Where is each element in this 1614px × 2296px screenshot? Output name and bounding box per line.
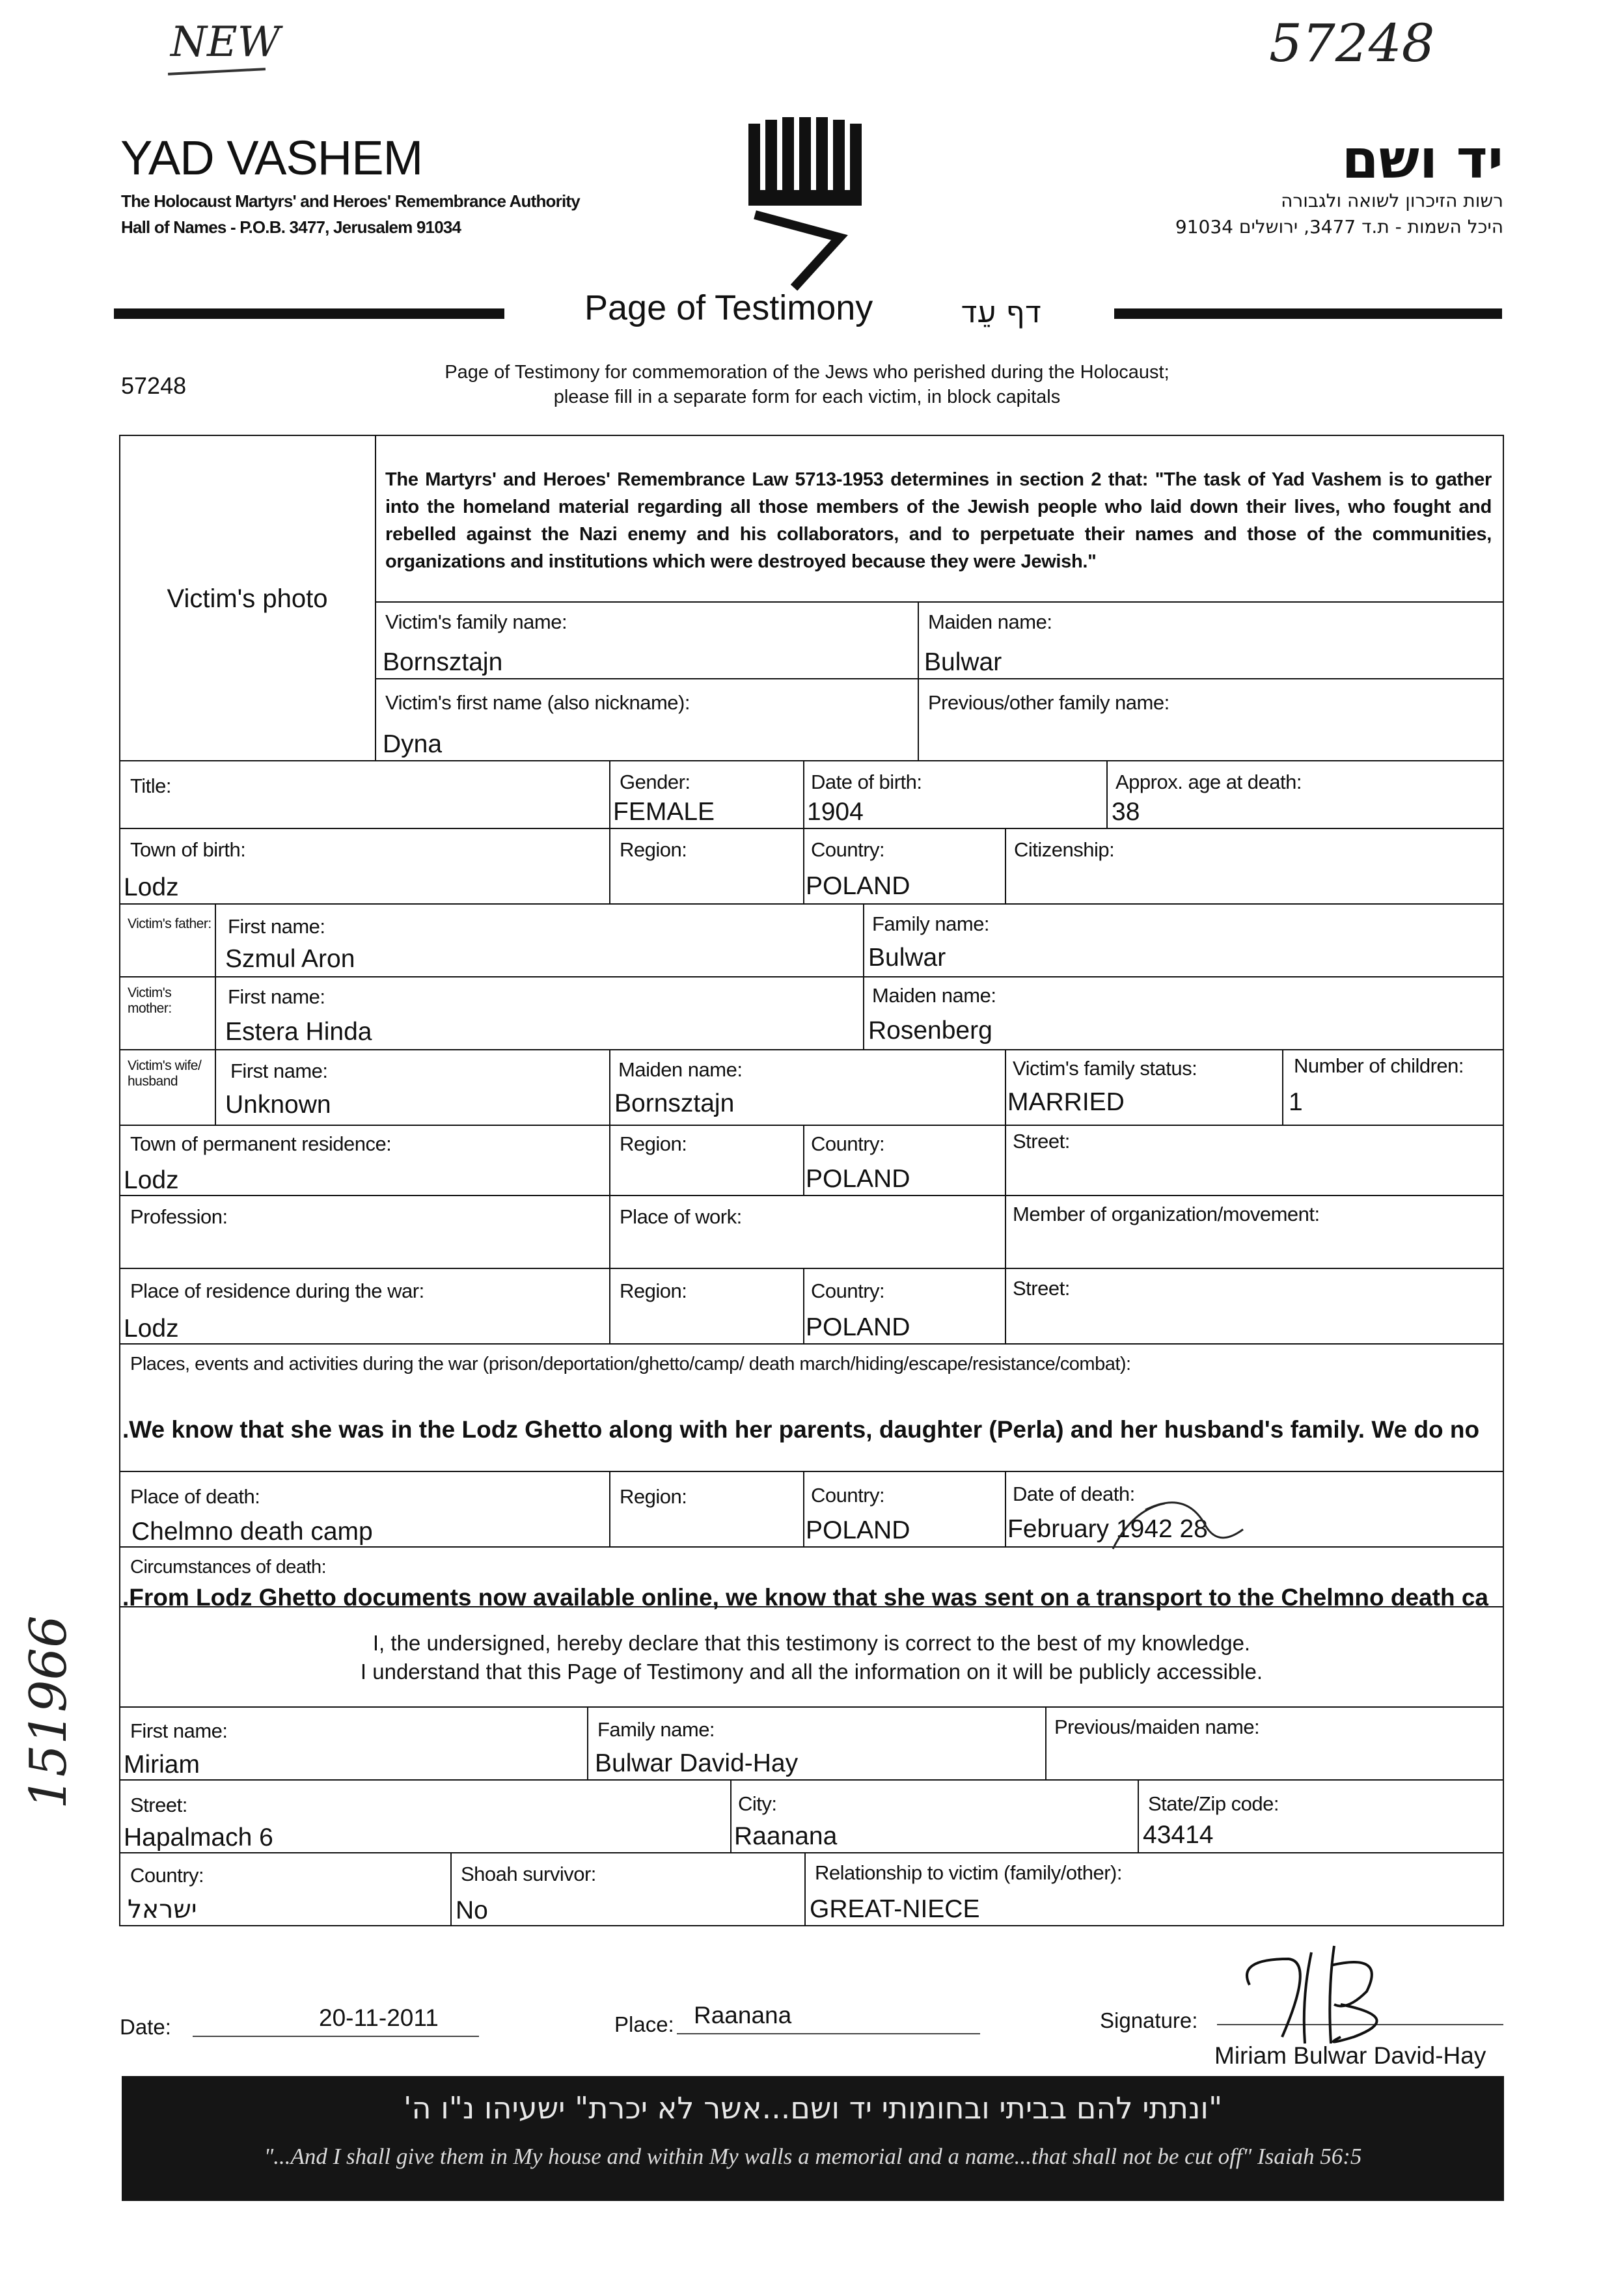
place-line xyxy=(677,2033,980,2034)
annotation-underline xyxy=(168,68,266,75)
dob-label: Date of birth: xyxy=(811,771,922,793)
signature-image[interactable] xyxy=(1237,1939,1432,2050)
annotation-number: 57248 xyxy=(1269,13,1435,74)
line xyxy=(1005,1471,1006,1546)
line xyxy=(609,1268,610,1343)
line xyxy=(375,601,1504,603)
line xyxy=(119,1546,1504,1548)
line xyxy=(119,760,1504,761)
profession-label: Profession: xyxy=(130,1205,228,1228)
instructions-1: Page of Testimony for commemoration of the Jews who perished during the Holocaust; xyxy=(445,362,1169,383)
spouse-first-value[interactable]: Unknown xyxy=(225,1091,331,1119)
place-label: Place: xyxy=(614,2012,674,2036)
submitter-country-value[interactable]: ישראל xyxy=(128,1895,197,1924)
line xyxy=(119,1852,1504,1853)
age-label: Approx. age at death: xyxy=(1115,771,1302,793)
title-label: Title: xyxy=(130,774,172,797)
line xyxy=(1005,1049,1006,1125)
line xyxy=(119,1195,1504,1196)
line xyxy=(803,1268,804,1343)
mother-maiden-label: Maiden name: xyxy=(872,984,996,1007)
annotation-new: NEW xyxy=(171,18,280,66)
submitter-street-value[interactable]: Hapalmach 6 xyxy=(124,1824,273,1852)
death-region-label: Region: xyxy=(620,1485,687,1508)
citizenship-label: Citizenship: xyxy=(1014,838,1115,861)
maiden-name-label: Maiden name: xyxy=(928,610,1052,633)
line xyxy=(609,1471,610,1546)
quote-english: "...And I shall give them in My house and within My walls a memorial and a name...that shall not be cut off" Isaiah 56:5 xyxy=(264,2144,1362,2169)
title-rule-left xyxy=(114,308,504,319)
death-date-label: Date of death: xyxy=(1013,1483,1135,1505)
submitter-zip-value[interactable]: 43414 xyxy=(1143,1821,1214,1849)
signature-label: Signature: xyxy=(1100,2008,1198,2032)
war-country-value[interactable]: POLAND xyxy=(806,1313,910,1341)
line xyxy=(918,601,919,760)
circumstances-label: Circumstances of death: xyxy=(130,1557,327,1578)
residence-country-value[interactable]: POLAND xyxy=(806,1165,910,1193)
form-number: 57248 xyxy=(121,372,187,399)
death-country-label: Country: xyxy=(811,1484,885,1507)
death-country-value[interactable]: POLAND xyxy=(806,1516,910,1544)
children-value[interactable]: 1 xyxy=(1289,1088,1303,1116)
org-name: YAD VASHEM xyxy=(120,131,423,185)
gender-label: Gender: xyxy=(620,771,691,793)
line xyxy=(119,903,1504,905)
yad-vashem-logo xyxy=(742,117,872,293)
father-row-label: Victim's father: xyxy=(128,916,212,931)
submitter-family-label: Family name: xyxy=(597,1718,715,1741)
spouse-maiden-label: Maiden name: xyxy=(618,1058,743,1081)
line xyxy=(1005,828,1006,903)
maiden-name-value[interactable]: Bulwar xyxy=(924,648,1002,676)
line xyxy=(119,976,1504,977)
line xyxy=(1045,1706,1046,1779)
gender-value[interactable]: FEMALE xyxy=(613,798,715,826)
quote-hebrew: "ונתתי להם בביתי ובחומותי יד ושם...אשר לא יכרת" ישעיהו נ"ו ה' xyxy=(403,2090,1223,2125)
line xyxy=(119,1779,1504,1781)
line xyxy=(119,1049,1504,1050)
relationship-label: Relationship to victim (family/other): xyxy=(815,1861,1122,1884)
line xyxy=(803,1471,804,1546)
line xyxy=(119,1471,1504,1472)
line xyxy=(1106,760,1108,828)
declaration-1: I, the undersigned, hereby declare that this testimony is correct to the best of my knowledge. xyxy=(372,1631,1251,1655)
children-label: Number of children: xyxy=(1294,1054,1464,1077)
birth-country-label: Country: xyxy=(811,838,885,861)
birth-region-label: Region: xyxy=(620,838,687,861)
father-first-value[interactable]: Szmul Aron xyxy=(225,945,355,973)
residence-value[interactable]: Lodz xyxy=(124,1166,179,1194)
line xyxy=(804,1852,806,1926)
line xyxy=(450,1852,452,1926)
war-residence-label: Place of residence during the war: xyxy=(130,1279,424,1302)
title-rule-right xyxy=(1114,308,1502,319)
place-value[interactable]: Raanana xyxy=(694,2002,792,2029)
circumstances-text: .From Lodz Ghetto documents now available online, we know that she was sent on a transport to the Chelmno death ca xyxy=(122,1584,1488,1611)
org-line-1: The Holocaust Martyrs' and Heroes' Remembrance Authority xyxy=(121,191,580,211)
submitter-form xyxy=(119,1706,1504,1926)
war-country-label: Country: xyxy=(811,1279,885,1302)
family-status-label: Victim's family status: xyxy=(1013,1057,1197,1080)
death-place-label: Place of death: xyxy=(130,1485,260,1508)
date-value[interactable]: 20-11-2011 xyxy=(319,2004,439,2031)
mother-first-label: First name: xyxy=(228,985,325,1008)
law-text: The Martyrs' and Heroes' Remembrance Law 5713-1953 determines in section 2 that: "The task of Yad Vashem is to gather into the homeland material regarding all those members of the Jewish people who laid down their lives, who fought and rebelled against the Nazi enemy and his collaborators, and to perpetuate their names and those of the communities, organizations and institutions which were destroyed because they were Jewish." xyxy=(385,469,1492,572)
spouse-row-label: Victim's wife/ husband xyxy=(128,1058,202,1089)
member-label: Member of organization/movement: xyxy=(1013,1203,1320,1225)
heb-page-title: דף עֵד xyxy=(961,294,1041,329)
residence-street-label: Street: xyxy=(1013,1130,1070,1153)
victim-photo-label: Victim's photo xyxy=(167,584,328,613)
spouse-first-label: First name: xyxy=(230,1059,328,1082)
mother-maiden-value[interactable]: Rosenberg xyxy=(868,1017,992,1045)
line xyxy=(119,1125,1504,1126)
line xyxy=(375,678,1504,679)
death-date-value[interactable]: February 1942 28 xyxy=(1007,1515,1208,1543)
age-value[interactable]: 38 xyxy=(1112,798,1140,826)
father-family-label: Family name: xyxy=(872,912,990,935)
survivor-label: Shoah survivor: xyxy=(461,1863,596,1885)
death-place-value[interactable]: Chelmno death camp xyxy=(131,1518,373,1546)
submitter-zip-label: State/Zip code: xyxy=(1148,1792,1279,1815)
relationship-value[interactable]: GREAT-NIECE xyxy=(810,1895,980,1923)
mother-first-value[interactable]: Estera Hinda xyxy=(225,1018,372,1046)
birth-country-value[interactable]: POLAND xyxy=(806,872,910,900)
line xyxy=(609,760,610,903)
line xyxy=(119,1268,1504,1269)
death-date-markup xyxy=(1106,1497,1250,1555)
family-name-label: Victim's family name: xyxy=(385,610,568,633)
submitter-family-value[interactable]: Bulwar David-Hay xyxy=(595,1749,799,1777)
annotation-side-number: 151966 xyxy=(20,1615,78,1809)
residence-region-label: Region: xyxy=(620,1132,687,1155)
dob-value[interactable]: 1904 xyxy=(807,798,864,826)
line xyxy=(803,760,804,903)
spouse-maiden-value[interactable]: Bornsztajn xyxy=(614,1089,735,1117)
quote-banner xyxy=(122,2076,1504,2201)
heb-org-name: יד ושם xyxy=(1341,129,1503,191)
line xyxy=(215,903,216,1125)
line xyxy=(1005,1125,1006,1268)
declaration-box xyxy=(119,1606,1504,1708)
line xyxy=(803,1125,804,1195)
heb-line-2: היכל השמות - ת.ד 3477, ירושלים 91034 xyxy=(1175,216,1503,238)
first-name-label: Victim's first name (also nickname): xyxy=(385,691,690,714)
line xyxy=(1138,1779,1139,1852)
page-title: Page of Testimony xyxy=(584,288,873,327)
line xyxy=(119,828,1504,829)
line xyxy=(730,1779,732,1852)
heb-line-1: רשות הזיכרון לשואה ולגבורה xyxy=(1281,190,1503,212)
workplace-label: Place of work: xyxy=(620,1205,742,1228)
mother-row-label: Victim's mother: xyxy=(128,985,172,1016)
line xyxy=(1005,1268,1006,1343)
declaration-2: I understand that this Page of Testimony and all the information on it will be publicly accessible. xyxy=(360,1660,1263,1684)
line xyxy=(1282,1049,1283,1125)
residence-label: Town of permanent residence: xyxy=(130,1132,392,1155)
war-residence-value[interactable]: Lodz xyxy=(124,1315,179,1343)
family-status-value[interactable]: MARRIED xyxy=(1007,1088,1125,1116)
residence-country-label: Country: xyxy=(811,1132,885,1155)
submitter-street-label: Street: xyxy=(130,1794,187,1816)
submitter-first-label: First name: xyxy=(130,1719,228,1742)
family-name-value[interactable]: Bornsztajn xyxy=(383,648,503,676)
prev-family-label: Previous/other family name: xyxy=(928,691,1169,714)
line xyxy=(119,1343,1504,1345)
victim-photo-area[interactable] xyxy=(120,436,374,759)
submitter-city-label: City: xyxy=(738,1792,777,1815)
org-line-2: Hall of Names - P.O.B. 3477, Jerusalem 91034 xyxy=(121,217,461,237)
war-places-value[interactable] xyxy=(122,1416,1502,1443)
submitter-city-value[interactable]: Raanana xyxy=(734,1822,838,1850)
line xyxy=(587,1706,588,1779)
line xyxy=(609,1125,610,1268)
submitter-first-value[interactable]: Miriam xyxy=(124,1751,200,1779)
signer-name: Miriam Bulwar David-Hay xyxy=(1214,2042,1486,2069)
war-street-label: Street: xyxy=(1013,1277,1070,1300)
submitter-prev-label: Previous/maiden name: xyxy=(1054,1715,1260,1738)
photo-divider xyxy=(375,435,376,760)
town-birth-label: Town of birth: xyxy=(130,838,246,861)
father-first-label: First name: xyxy=(228,915,325,938)
instructions-2: please fill in a separate form for each victim, in block capitals xyxy=(553,387,1061,407)
war-region-label: Region: xyxy=(620,1279,687,1302)
town-birth-value[interactable]: Lodz xyxy=(124,873,179,901)
line xyxy=(609,1049,610,1125)
father-family-value[interactable]: Bulwar xyxy=(868,944,946,972)
date-label: Date: xyxy=(120,2015,171,2039)
war-places-text: .We know that she was in the Lodz Ghetto along with her parents, daughter (Perla) and her husband's family. We do no xyxy=(122,1416,1480,1443)
first-name-value[interactable]: Dyna xyxy=(383,730,443,758)
submitter-country-label: Country: xyxy=(130,1864,204,1887)
survivor-value[interactable]: No xyxy=(456,1896,488,1924)
date-line xyxy=(193,2036,479,2037)
war-places-label: Places, events and activities during the war (prison/deportation/ghetto/camp/ death march/hiding/escape/resistance/combat): xyxy=(130,1354,1131,1374)
